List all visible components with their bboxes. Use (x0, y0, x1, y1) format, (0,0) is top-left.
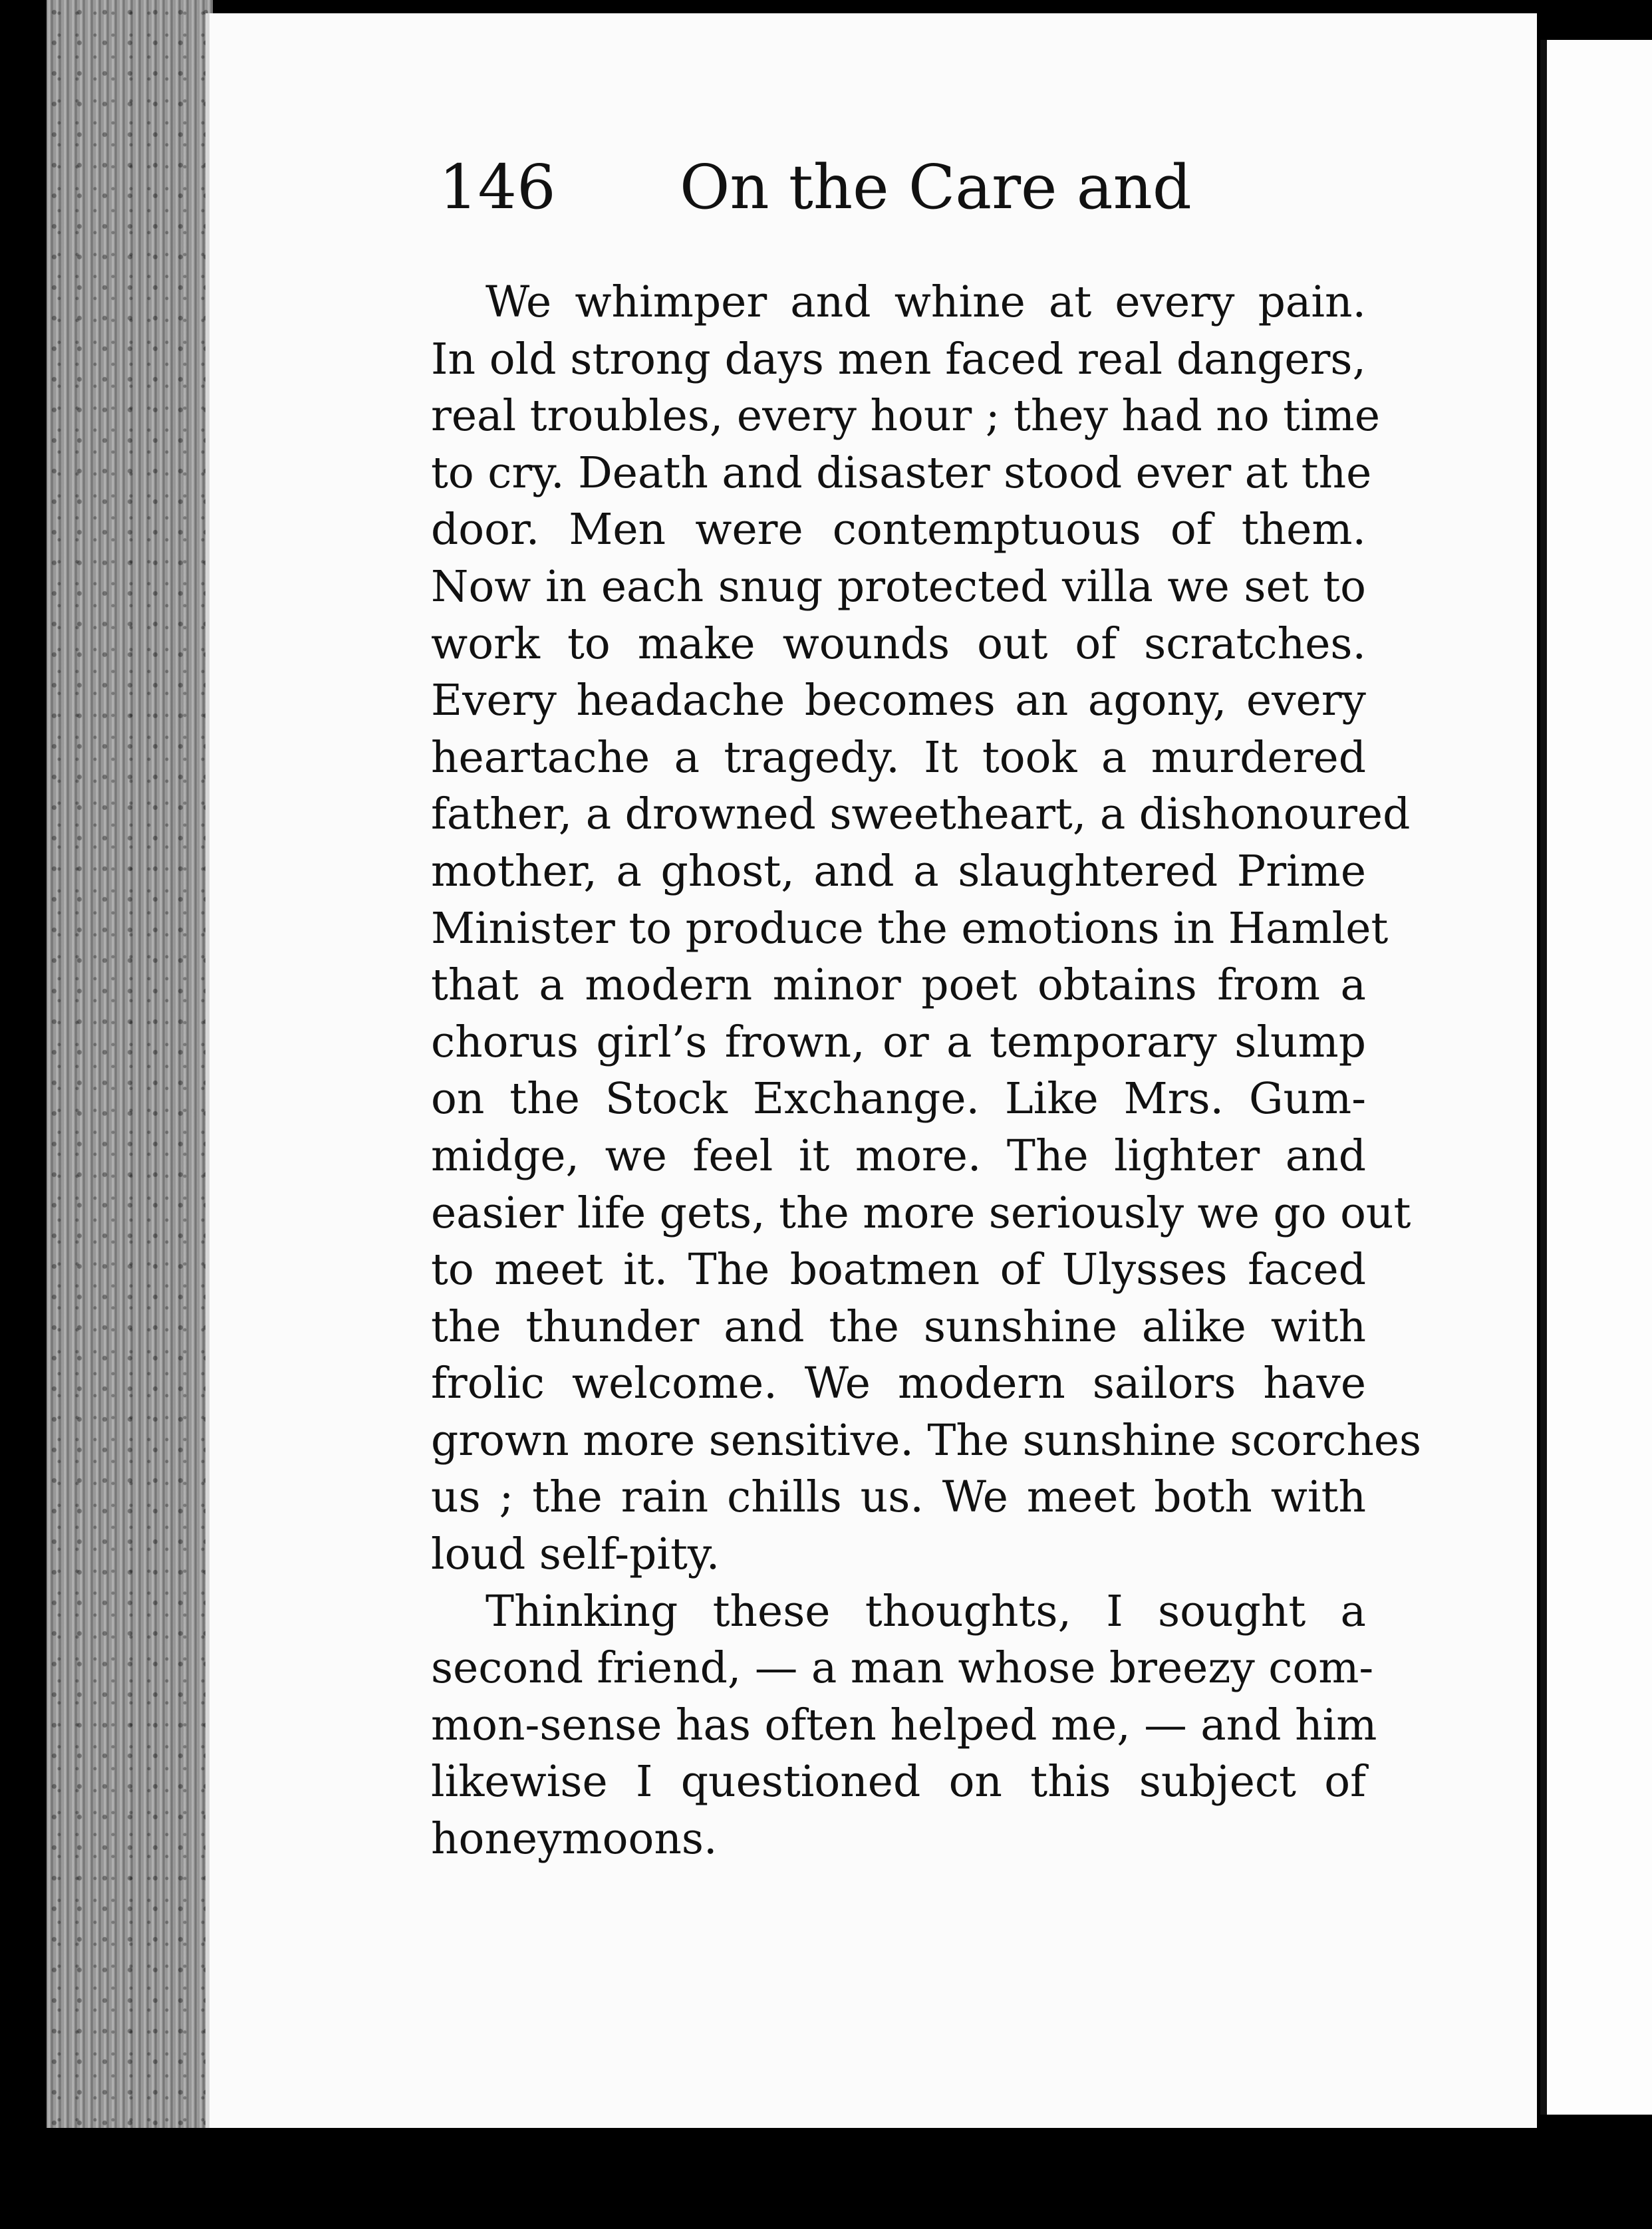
text-line: midge, we feel it more. The lighter and (431, 1130, 1366, 1181)
text-line: Now in each snug protected villa we set to (431, 561, 1366, 612)
page-header (439, 152, 1370, 225)
text-line: chorus girl’s frown, or a temporary slump (431, 1017, 1366, 1067)
text-line: frolic welcome. We modern sailors have (431, 1359, 1366, 1409)
text-line: honeymoons. (431, 1814, 718, 1865)
body-text (431, 274, 1422, 1868)
page-number: 146 (439, 152, 556, 223)
book-gutter (1540, 40, 1547, 2115)
text-line: heartache a tragedy. It took a murdered (431, 732, 1366, 783)
text-line: Minister to produce the emotions in Hamlet (431, 903, 1389, 954)
text-line: mon-sense has often helped me, — and him (431, 1700, 1377, 1750)
facing-page-edge (1547, 40, 1652, 2115)
text-line: real troubles, every hour ; they had no time (431, 391, 1381, 442)
text-line: second friend, — a man whose breezy com- (431, 1643, 1374, 1694)
text-line: us ; the rain chills us. We meet both with (431, 1472, 1366, 1523)
text-line: In old strong days men faced real dangers, (431, 334, 1366, 384)
text-line: the thunder and the sunshine alike with (431, 1301, 1366, 1352)
text-line: to cry. Death and disaster stood ever at the (431, 448, 1372, 498)
text-line: loud self-pity. (431, 1529, 720, 1580)
text-line: likewise I questioned on this subject of (431, 1757, 1366, 1807)
text-line: on the Stock Exchange. Like Mrs. Gum- (431, 1074, 1366, 1124)
scan-background (0, 2128, 1652, 2229)
text-line: door. Men were contemptuous of them. (431, 505, 1366, 555)
text-line: We whimper and whine at every pain. (485, 277, 1366, 327)
text-line: work to make wounds out of scratches. (431, 618, 1366, 669)
text-line: mother, a ghost, and a slaughtered Prime (431, 846, 1366, 896)
page-edge-speckles (47, 0, 213, 2141)
text-line: to meet it. The boatmen of Ulysses faced (431, 1245, 1366, 1295)
text-line: easier life gets, the more seriously we go out (431, 1188, 1411, 1238)
text-line: Thinking these thoughts, I sought a (485, 1586, 1366, 1637)
running-head: On the Care and (680, 152, 1192, 223)
text-line: grown more sensitive. The sunshine scorches (431, 1415, 1422, 1466)
text-line: that a modern minor poet obtains from a (431, 960, 1366, 1011)
text-line: father, a drowned sweetheart, a dishonoured (431, 789, 1411, 840)
text-line: Every headache becomes an agony, every (431, 676, 1366, 726)
